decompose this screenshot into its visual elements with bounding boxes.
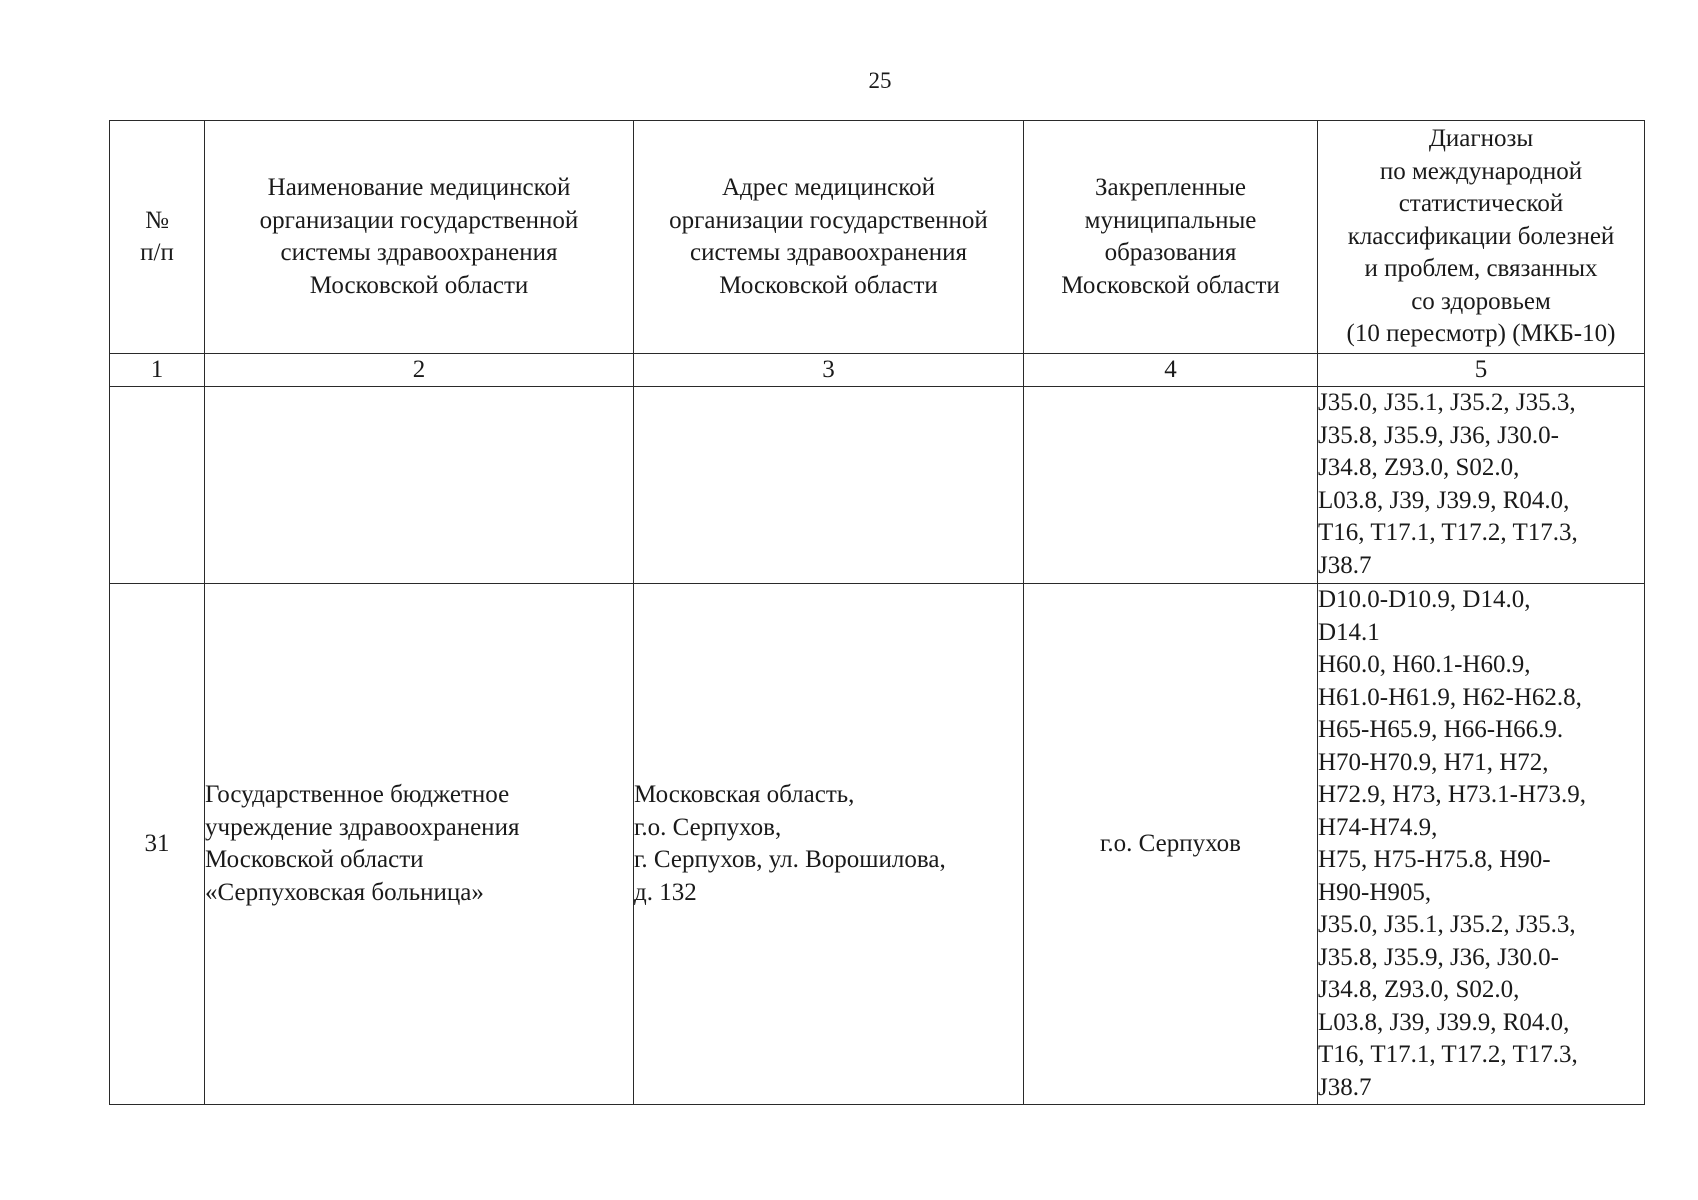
text-line: J35.0, J35.1, J35.2, J35.3, (1318, 389, 1576, 416)
column-number-row (110, 354, 1645, 387)
text-line: T16, T17.1, T17.2, T17.3, (1318, 1041, 1578, 1068)
text-line: классификации болезней (1347, 222, 1615, 250)
text-line: H65-H65.9, H66-H66.9. (1318, 716, 1564, 743)
organization-cell (205, 387, 634, 584)
table-header-row (110, 121, 1645, 354)
text-line: по международной (1379, 157, 1583, 185)
text-line: J38.7 (1318, 1073, 1372, 1101)
row-number-cell: 31 (110, 584, 205, 1105)
text-line: со здоровьем (1411, 287, 1551, 315)
column-number: 1 (110, 354, 205, 387)
text-line: H90-H905, (1318, 878, 1432, 906)
address-cell (634, 584, 1024, 1105)
diagnoses-cell (1318, 387, 1645, 584)
header-organization-name (205, 121, 634, 354)
text-line: организации государственной (669, 206, 988, 234)
text-line: Государственное бюджетное (205, 781, 510, 808)
municipality-cell (1024, 387, 1318, 584)
text-line: Закрепленные (1095, 174, 1246, 201)
diagnoses-cell (1318, 584, 1645, 1105)
text-line: H75, H75-H75.8, H90- (1318, 846, 1551, 873)
text-line: J35.8, J35.9, J36, J30.0- (1318, 943, 1559, 971)
text-line: г.о. Серпухов, (634, 813, 782, 841)
text-line: г. Серпухов, ул. Ворошилова, (634, 846, 946, 873)
organization-cell (205, 584, 634, 1105)
table-row (110, 584, 1645, 1105)
text-line: организации государственной (259, 206, 579, 234)
text-line: D10.0-D10.9, D14.0, (1318, 586, 1531, 613)
text-line: № (145, 206, 169, 234)
header-organization-address (634, 121, 1024, 354)
text-line: H70-H70.9, H71, H72, (1318, 748, 1549, 776)
header-diagnoses (1318, 121, 1645, 354)
text-line: п/п (140, 239, 174, 266)
text-line: Московской области (1061, 271, 1280, 299)
text-line: L03.8, J39, J39.9, R04.0, (1318, 486, 1570, 514)
text-line: H72.9, H73, H73.1-H73.9, (1318, 781, 1587, 808)
column-number: 5 (1318, 354, 1645, 387)
page-number: 25 (868, 68, 892, 93)
column-number: 4 (1024, 354, 1318, 387)
text-line: Диагнозы (1428, 125, 1534, 153)
text-line: D14.1 (1318, 618, 1380, 646)
text-line: J35.8, J35.9, J36, J30.0- (1318, 421, 1559, 449)
text-line: Наименование медицинской (267, 174, 571, 201)
address-cell (634, 387, 1024, 584)
text-line: Московская область, (634, 781, 855, 808)
text-line: L03.8, J39, J39.9, R04.0, (1318, 1008, 1570, 1036)
medical-organizations-table (109, 120, 1645, 1105)
text-line: H74-H74.9, (1318, 813, 1438, 841)
text-line: и проблем, связанных (1364, 255, 1598, 283)
text-line: статистической (1398, 190, 1564, 218)
municipality-cell: г.о. Серпухов (1024, 584, 1318, 1105)
text-line: T16, T17.1, T17.2, T17.3, (1318, 519, 1578, 546)
header-municipalities (1024, 121, 1318, 354)
text-line: H61.0-H61.9, H62-H62.8, (1318, 683, 1582, 711)
text-line: д. 132 (634, 878, 697, 906)
text-line: Московской области (719, 271, 938, 299)
row-number-cell (110, 387, 205, 584)
text-line: (10 пересмотр) (МКБ-10) (1346, 320, 1616, 348)
text-line: системы здравоохранения (280, 239, 558, 266)
text-line: Адрес медицинской (721, 174, 935, 201)
table-row (110, 387, 1645, 584)
text-line: J38.7 (1318, 551, 1372, 579)
text-line: Московской области (205, 846, 424, 873)
text-line: системы здравоохранения (689, 239, 968, 266)
column-number: 3 (634, 354, 1024, 387)
text-line: J34.8, Z93.0, S02.0, (1318, 976, 1520, 1003)
text-line: «Серпуховская больница» (205, 878, 484, 906)
text-line: учреждение здравоохранения (205, 813, 520, 841)
column-number: 2 (205, 354, 634, 387)
text-line: Московской области (309, 271, 529, 299)
text-line: муниципальные (1084, 206, 1257, 234)
text-line: J35.0, J35.1, J35.2, J35.3, (1318, 911, 1576, 938)
text-line: образования (1104, 239, 1237, 266)
header-number (110, 121, 205, 354)
text-line: H60.0, H60.1-H60.9, (1318, 651, 1531, 678)
text-line: J34.8, Z93.0, S02.0, (1318, 454, 1520, 481)
